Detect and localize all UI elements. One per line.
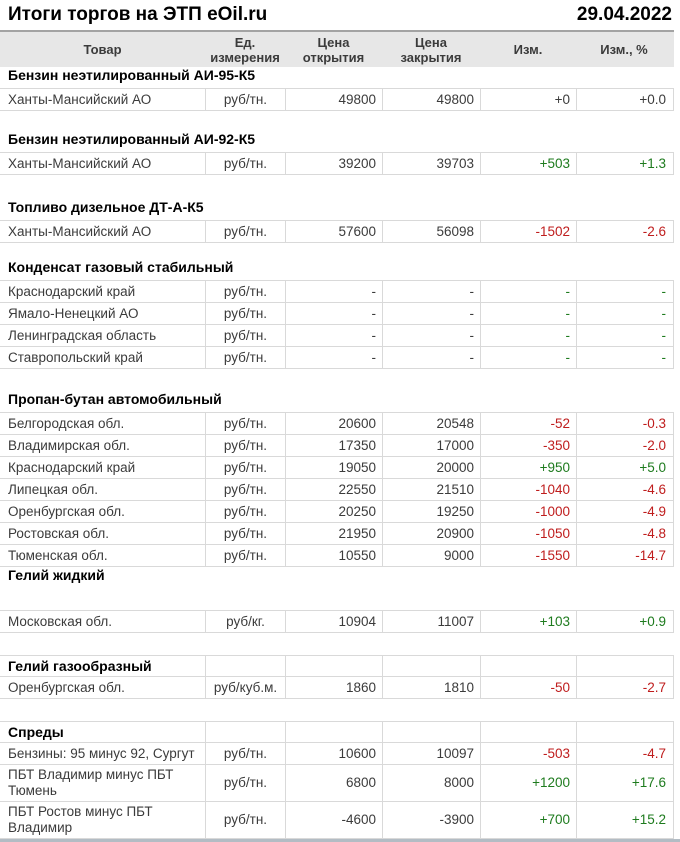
open-price-cell: 20250 xyxy=(285,501,382,522)
region-cell: Липецкая обл. xyxy=(8,481,98,497)
change-pct-cell: -14.7 xyxy=(576,545,672,566)
table-row xyxy=(0,677,674,699)
table-row xyxy=(0,743,674,765)
section-title: Топливо дизельное ДТ-А-К5 xyxy=(8,199,204,215)
title-bar xyxy=(0,0,680,30)
unit-cell: руб/тн. xyxy=(205,479,285,500)
region-cell: Белгородская обл. xyxy=(8,415,125,431)
change-pct-cell: +5.0 xyxy=(576,457,672,478)
open-price-cell: - xyxy=(285,303,382,324)
change-cell: -1040 xyxy=(480,479,576,500)
empty-cell xyxy=(285,722,382,742)
section-title: Гелий газообразный xyxy=(8,658,152,674)
open-price-cell: 10904 xyxy=(285,611,382,632)
trade-table xyxy=(0,30,674,839)
unit-cell: руб/тн. xyxy=(205,743,285,764)
open-price-cell: 22550 xyxy=(285,479,382,500)
section-spacer xyxy=(0,175,674,199)
open-price-cell: 6800 xyxy=(285,765,382,801)
open-price-cell: - xyxy=(285,347,382,368)
region-cell: Краснодарский край xyxy=(8,459,136,475)
region-cell: Ростовская обл. xyxy=(8,525,110,541)
open-price-cell: 21950 xyxy=(285,523,382,544)
close-price-cell: 19250 xyxy=(382,501,480,522)
change-cell: +103 xyxy=(480,611,576,632)
section-title-row xyxy=(0,67,674,89)
change-pct-cell: -2.7 xyxy=(576,677,672,698)
section-title-row xyxy=(0,721,674,743)
unit-cell: руб/тн. xyxy=(205,221,285,242)
change-cell: - xyxy=(480,325,576,346)
table-row xyxy=(0,89,674,111)
change-pct-cell: -4.8 xyxy=(576,523,672,544)
open-price-cell: 17350 xyxy=(285,435,382,456)
change-pct-cell: -2.6 xyxy=(576,221,672,242)
empty-cell xyxy=(480,656,576,676)
change-cell: -503 xyxy=(480,743,576,764)
column-header-open-price: Цена открытия xyxy=(302,34,365,65)
close-price-cell: 10097 xyxy=(382,743,480,764)
close-price-cell: 17000 xyxy=(382,435,480,456)
close-price-cell: 39703 xyxy=(382,153,480,174)
region-cell: Ямало-Ненецкий АО xyxy=(8,305,139,321)
unit-cell: руб/тн. xyxy=(205,457,285,478)
region-cell: Ханты-Мансийский АО xyxy=(8,155,152,171)
unit-cell: руб/тн. xyxy=(205,765,285,801)
empty-cell xyxy=(480,722,576,742)
open-price-cell: 49800 xyxy=(285,89,382,110)
unit-cell: руб/тн. xyxy=(205,545,285,566)
open-price-cell: 10550 xyxy=(285,545,382,566)
empty-cell xyxy=(576,722,672,742)
trade-table-body xyxy=(0,67,674,839)
empty-cell xyxy=(205,656,285,676)
close-price-cell: 49800 xyxy=(382,89,480,110)
table-row xyxy=(0,479,674,501)
close-price-cell: -3900 xyxy=(382,802,480,838)
table-row xyxy=(0,347,674,369)
section-title: Спреды xyxy=(8,724,64,740)
close-price-cell: 20900 xyxy=(382,523,480,544)
section-title-row xyxy=(0,131,674,153)
table-row xyxy=(0,153,674,175)
open-price-cell: -4600 xyxy=(285,802,382,838)
table-row xyxy=(0,765,674,802)
column-header-close-price: Цена закрытия xyxy=(400,34,462,65)
table-row xyxy=(0,501,674,523)
section-title-row xyxy=(0,391,674,413)
change-cell: +950 xyxy=(480,457,576,478)
close-price-cell: 20548 xyxy=(382,413,480,434)
section-gap-row xyxy=(0,589,674,611)
section-title: Бензин неэтилированный АИ-92-К5 xyxy=(8,131,256,147)
close-price-cell: - xyxy=(382,281,480,302)
section-title: Гелий жидкий xyxy=(8,567,105,583)
close-price-cell: 11007 xyxy=(382,611,480,632)
section-spacer xyxy=(0,243,674,259)
change-pct-cell: - xyxy=(576,347,672,368)
page-title: Итоги торгов на ЭТП eOil.ru xyxy=(8,4,268,25)
region-cell: Оренбургская обл. xyxy=(8,679,125,695)
table-row xyxy=(0,523,674,545)
region-cell: Оренбургская обл. xyxy=(8,503,125,519)
change-cell: -1502 xyxy=(480,221,576,242)
table-row xyxy=(0,303,674,325)
change-pct-cell: +17.6 xyxy=(576,765,672,801)
section-title-row xyxy=(0,567,674,589)
change-cell: - xyxy=(480,281,576,302)
close-price-cell: 8000 xyxy=(382,765,480,801)
unit-cell: руб/тн. xyxy=(205,325,285,346)
close-price-cell: - xyxy=(382,325,480,346)
change-pct-cell: - xyxy=(576,281,672,302)
open-price-cell: 1860 xyxy=(285,677,382,698)
table-row xyxy=(0,802,674,839)
region-cell: Ставропольский край xyxy=(8,349,143,365)
unit-cell: руб/тн. xyxy=(205,281,285,302)
change-cell: -50 xyxy=(480,677,576,698)
empty-cell xyxy=(285,656,382,676)
change-pct-cell: +0.9 xyxy=(576,611,672,632)
open-price-cell: 19050 xyxy=(285,457,382,478)
section-spacer xyxy=(0,369,674,391)
open-price-cell: 20600 xyxy=(285,413,382,434)
open-price-cell: 10600 xyxy=(285,743,382,764)
section-title: Бензин неэтилированный АИ-95-К5 xyxy=(8,67,256,83)
column-header-change-pct: Изм., % xyxy=(600,42,648,57)
change-pct-cell: -4.9 xyxy=(576,501,672,522)
change-cell: -1000 xyxy=(480,501,576,522)
section-title-row xyxy=(0,259,674,281)
section-title-row xyxy=(0,655,674,677)
change-cell: -350 xyxy=(480,435,576,456)
column-header-row xyxy=(0,30,674,67)
close-price-cell: - xyxy=(382,303,480,324)
change-cell: +1200 xyxy=(480,765,576,801)
unit-cell: руб/тн. xyxy=(205,413,285,434)
region-cell: Ленинградская область xyxy=(8,327,157,343)
change-pct-cell: +1.3 xyxy=(576,153,672,174)
section-title: Конденсат газовый стабильный xyxy=(8,259,234,275)
empty-cell xyxy=(382,722,480,742)
region-cell: Московская обл. xyxy=(8,613,113,629)
region-cell: Ханты-Мансийский АО xyxy=(8,223,152,239)
region-cell: ПБТ Ростов минус ПБТ Владимир xyxy=(8,804,153,835)
change-cell: -52 xyxy=(480,413,576,434)
change-cell: +503 xyxy=(480,153,576,174)
region-cell: ПБТ Владимир минус ПБТ Тюмень xyxy=(8,767,174,798)
close-price-cell: 20000 xyxy=(382,457,480,478)
change-cell: +700 xyxy=(480,802,576,838)
table-row xyxy=(0,413,674,435)
change-cell: -1550 xyxy=(480,545,576,566)
unit-cell: руб/тн. xyxy=(205,501,285,522)
section-title: Пропан-бутан автомобильный xyxy=(8,391,222,407)
close-price-cell: 1810 xyxy=(382,677,480,698)
change-pct-cell: - xyxy=(576,325,672,346)
column-header-unit: Ед. измерения xyxy=(210,34,280,65)
column-header-product: Товар xyxy=(83,42,122,57)
change-cell: +0 xyxy=(480,89,576,110)
unit-cell: руб/тн. xyxy=(205,802,285,838)
table-row xyxy=(0,221,674,243)
close-price-cell: 9000 xyxy=(382,545,480,566)
empty-cell xyxy=(205,722,285,742)
table-row xyxy=(0,545,674,567)
open-price-cell: - xyxy=(285,281,382,302)
change-pct-cell: -0.3 xyxy=(576,413,672,434)
table-row xyxy=(0,435,674,457)
section-spacer xyxy=(0,699,674,721)
unit-cell: руб/тн. xyxy=(205,523,285,544)
report-date: 29.04.2022 xyxy=(576,4,672,25)
region-cell: Владимирская обл. xyxy=(8,437,130,453)
open-price-cell: 57600 xyxy=(285,221,382,242)
change-cell: -1050 xyxy=(480,523,576,544)
change-cell: - xyxy=(480,303,576,324)
close-price-cell: - xyxy=(382,347,480,368)
change-cell: - xyxy=(480,347,576,368)
unit-cell: руб/кг. xyxy=(205,611,285,632)
unit-cell: руб/куб.м. xyxy=(205,677,285,698)
unit-cell: руб/тн. xyxy=(205,435,285,456)
table-row xyxy=(0,281,674,303)
close-price-cell: 56098 xyxy=(382,221,480,242)
table-row xyxy=(0,611,674,633)
open-price-cell: 39200 xyxy=(285,153,382,174)
change-pct-cell: +15.2 xyxy=(576,802,672,838)
change-pct-cell: - xyxy=(576,303,672,324)
unit-cell: руб/тн. xyxy=(205,347,285,368)
open-price-cell: - xyxy=(285,325,382,346)
change-pct-cell: +0.0 xyxy=(576,89,672,110)
unit-cell: руб/тн. xyxy=(205,303,285,324)
table-row xyxy=(0,457,674,479)
region-cell: Тюменская обл. xyxy=(8,547,108,563)
change-pct-cell: -4.7 xyxy=(576,743,672,764)
column-header-change: Изм. xyxy=(513,42,543,57)
section-title-row xyxy=(0,199,674,221)
unit-cell: руб/тн. xyxy=(205,89,285,110)
region-cell: Краснодарский край xyxy=(8,283,136,299)
change-pct-cell: -2.0 xyxy=(576,435,672,456)
region-cell: Бензины: 95 минус 92, Сургут xyxy=(8,745,195,761)
section-spacer xyxy=(0,633,674,655)
empty-cell xyxy=(576,656,672,676)
region-cell: Ханты-Мансийский АО xyxy=(8,91,152,107)
table-row xyxy=(0,325,674,347)
empty-cell xyxy=(382,656,480,676)
unit-cell: руб/тн. xyxy=(205,153,285,174)
change-pct-cell: -4.6 xyxy=(576,479,672,500)
close-price-cell: 21510 xyxy=(382,479,480,500)
section-spacer xyxy=(0,111,674,131)
